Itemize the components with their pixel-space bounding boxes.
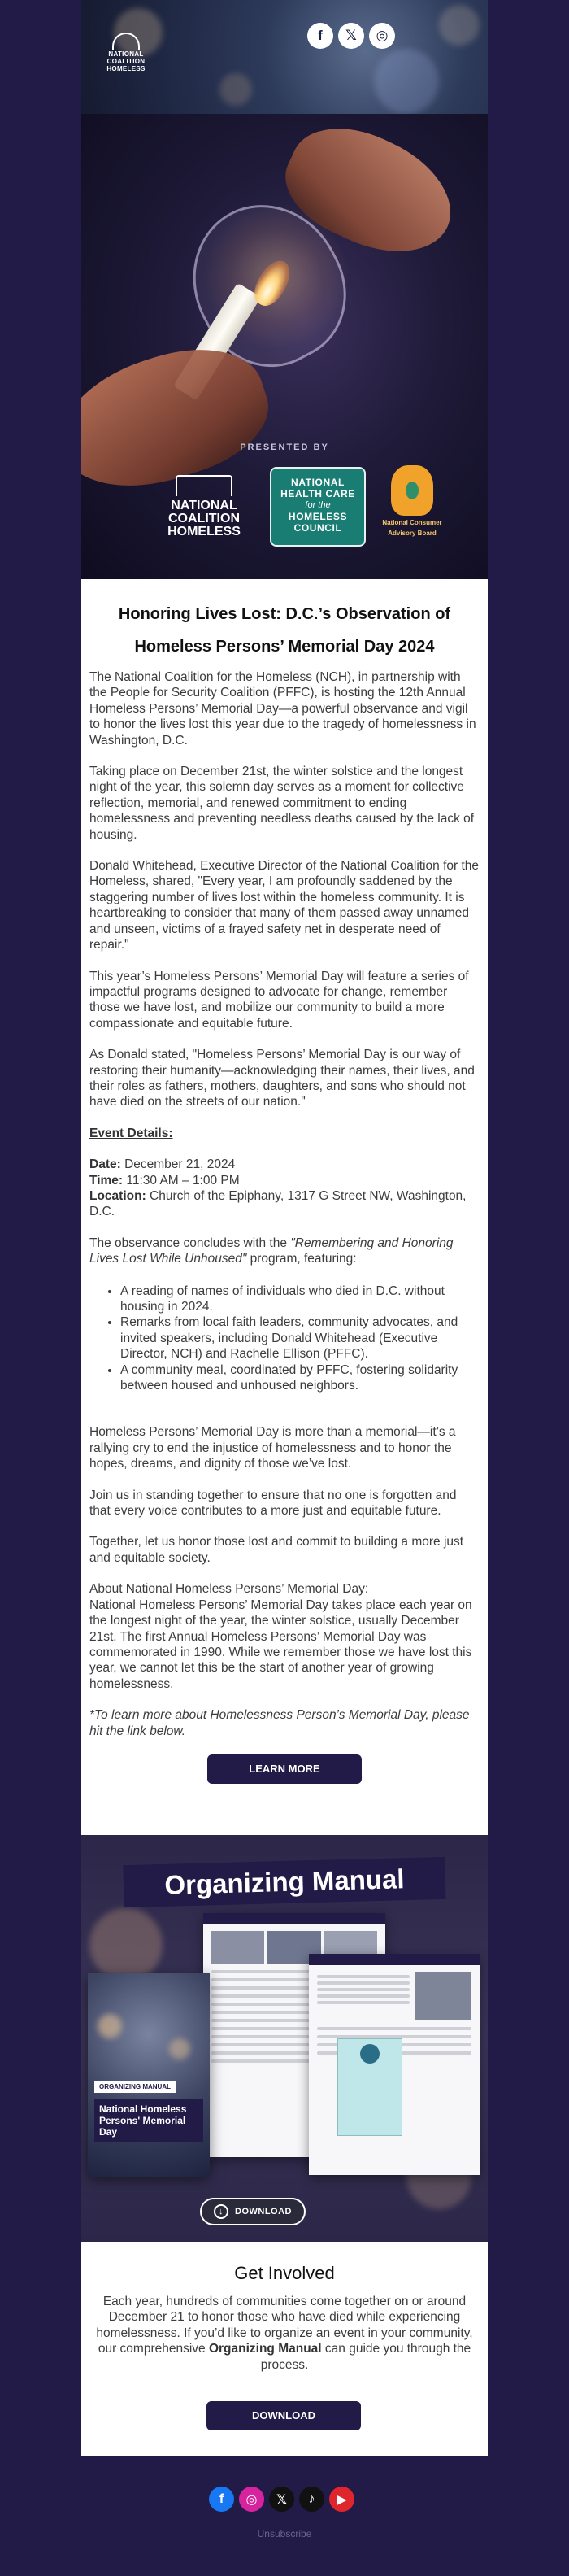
download-icon: ↓ — [214, 2204, 228, 2219]
download-button[interactable]: DOWNLOAD — [206, 2401, 361, 2430]
x-icon[interactable]: 𝕏 — [338, 23, 364, 49]
event-details-heading: Event Details: — [89, 1126, 173, 1140]
get-involved-text: Each year, hundreds of communities come together on or around December 21 to honor those who have died while experiencing homelessness. If you’d like to organize an event in your community, our comprehensive Organizing Manual can guide you through the process. — [96, 2295, 473, 2372]
sample-poster — [337, 2038, 402, 2136]
paragraph: Join us in standing together to ensure that no one is forgotten and that every voice contributes to a more just and equitable future. — [89, 1488, 457, 1519]
nch-partner-logo: NATIONAL COALITION HOMELESS — [159, 475, 249, 548]
hand-icon — [391, 465, 433, 516]
footer-social-links — [209, 2487, 354, 2512]
event-time: Time: 11:30 AM – 1:00 PM — [89, 1173, 240, 1188]
paragraph: Together, let us honor those lost and commit to building a more just and equitable society. — [89, 1535, 464, 1565]
header-social-links — [307, 23, 395, 49]
event-location: Location: Church of the Epiphany, 1317 G Street NW, Washington, D.C. — [89, 1188, 467, 1219]
about-text: National Homeless Persons’ Memorial Day takes place each year on the longest night of the year, the winter solstice, usually December 21st. The first Annual Homeless Persons’ Memorial Day was commemorated in 1990. While we remember those we have lost this year, we cannot let this be the start of another year of growing homelessness. — [89, 1597, 472, 1691]
paragraph: Taking place on December 21st, the winter solstice and the longest night of the year, this solemn day serves as a moment for collective reflection, memorial, and renewed commitment to ending homelessness and preventing needless deaths caused by the lack of housing. — [89, 765, 475, 842]
paragraph: As Donald stated, "Homeless Persons’ Memorial Day is our way of restoring their humanity—acknowledging their names, their lives, and their roles as fathers, mothers, daughters, and sons who should not have died on the streets of our nation." — [89, 1048, 475, 1109]
nhchc-partner-logo: NATIONAL HEALTH CARE for the HOMELESS COUNCIL — [270, 467, 366, 547]
candle-icon — [360, 2044, 380, 2064]
facebook-icon[interactable]: f — [307, 23, 333, 49]
youtube-icon[interactable]: ▶ — [329, 2487, 354, 2512]
manual-title: Organizing Manual — [123, 1857, 445, 1907]
manual-cover: ORGANIZING MANUAL National Homeless Persons' Memorial Day — [88, 1973, 210, 2177]
paragraph: The National Coalition for the Homeless (NCH), in partnership with the People for Security Coalition (PFFC), is hosting the 12th Annual Homeless Persons’ Memorial Day—a powerful observance and vigil to honor the lives lost this year due to the tragedy of homelessness in Washington, D.C. — [89, 670, 476, 748]
capitol-icon — [112, 33, 140, 50]
ncab-partner-logo: National Consumer Advisory Board — [376, 465, 449, 547]
instagram-icon[interactable]: ◎ — [239, 2487, 264, 2512]
header-banner — [81, 0, 488, 114]
tiktok-icon[interactable]: ♪ — [299, 2487, 324, 2512]
list-item: • A reading of names of individuals who died in D.C. without housing in 2024. — [120, 1284, 480, 1315]
house-icon — [176, 475, 232, 496]
article — [89, 598, 480, 1784]
nch-logo[interactable]: NATIONAL COALITION HOMELESS — [98, 33, 154, 81]
paragraph: Donald Whitehead, Executive Director of the National Coalition for the Homeless, shared, "Every year, I am profoundly saddened by the staggering number of lives lost within the homeless community. It is heartbreaking to consider that many of them passed away unnamed and unseen, victims of a frayed safety net in desperate need of repair." — [89, 859, 480, 952]
email-body — [81, 0, 488, 2456]
organizing-manual-banner[interactable] — [81, 1835, 488, 2242]
learn-more-button[interactable]: LEARN MORE — [207, 1754, 362, 1784]
hero-image — [81, 114, 488, 579]
list-item: • Remarks from local faith leaders, community advocates, and invited speakers, including Donald Whitehead (Executive Director, NCH) and Rachelle Ellison (PFFC). — [120, 1314, 480, 1362]
presented-by: PRESENTED BY — [240, 442, 329, 452]
unsubscribe-link[interactable]: Unsubscribe — [257, 2528, 312, 2539]
list-item: • A community meal, coordinated by PFFC, fostering solidarity between housed and unhoused neighbors. — [120, 1362, 480, 1394]
facebook-icon[interactable]: f — [209, 2487, 234, 2512]
event-date: Date: December 21, 2024 — [89, 1157, 236, 1172]
learn-more-note: *To learn more about Homelessness Person’s Memorial Day, please hit the link below. — [89, 1708, 470, 1738]
program-list — [120, 1284, 480, 1394]
about-heading: About National Homeless Persons’ Memorial Day: — [89, 1582, 369, 1597]
program-intro: The observance concludes with the "Remembering and Honoring Lives Lost While Unhoused" program, featuring: — [89, 1236, 454, 1266]
instagram-icon[interactable]: ◎ — [369, 23, 395, 49]
article-title: Honoring Lives Lost: D.C.’s Observation of Homeless Persons’ Memorial Day 2024 — [118, 605, 451, 656]
x-icon[interactable]: 𝕏 — [269, 2487, 294, 2512]
get-involved-title: Get Involved — [234, 2263, 335, 2283]
paragraph: Homeless Persons’ Memorial Day is more than a memorial—it’s a rallying cry to end the injustice of homelessness and to honor the hopes, dreams, and dignity of those we’ve lost. — [89, 1425, 456, 1471]
manual-download-pill[interactable]: ↓ DOWNLOAD — [200, 2198, 306, 2225]
paragraph: This year’s Homeless Persons’ Memorial Day will feature a series of impactful programs designed to advocate for change, remember those we have lost, and mobilize our community to build a more compassionate and equitable future. — [89, 969, 469, 1031]
